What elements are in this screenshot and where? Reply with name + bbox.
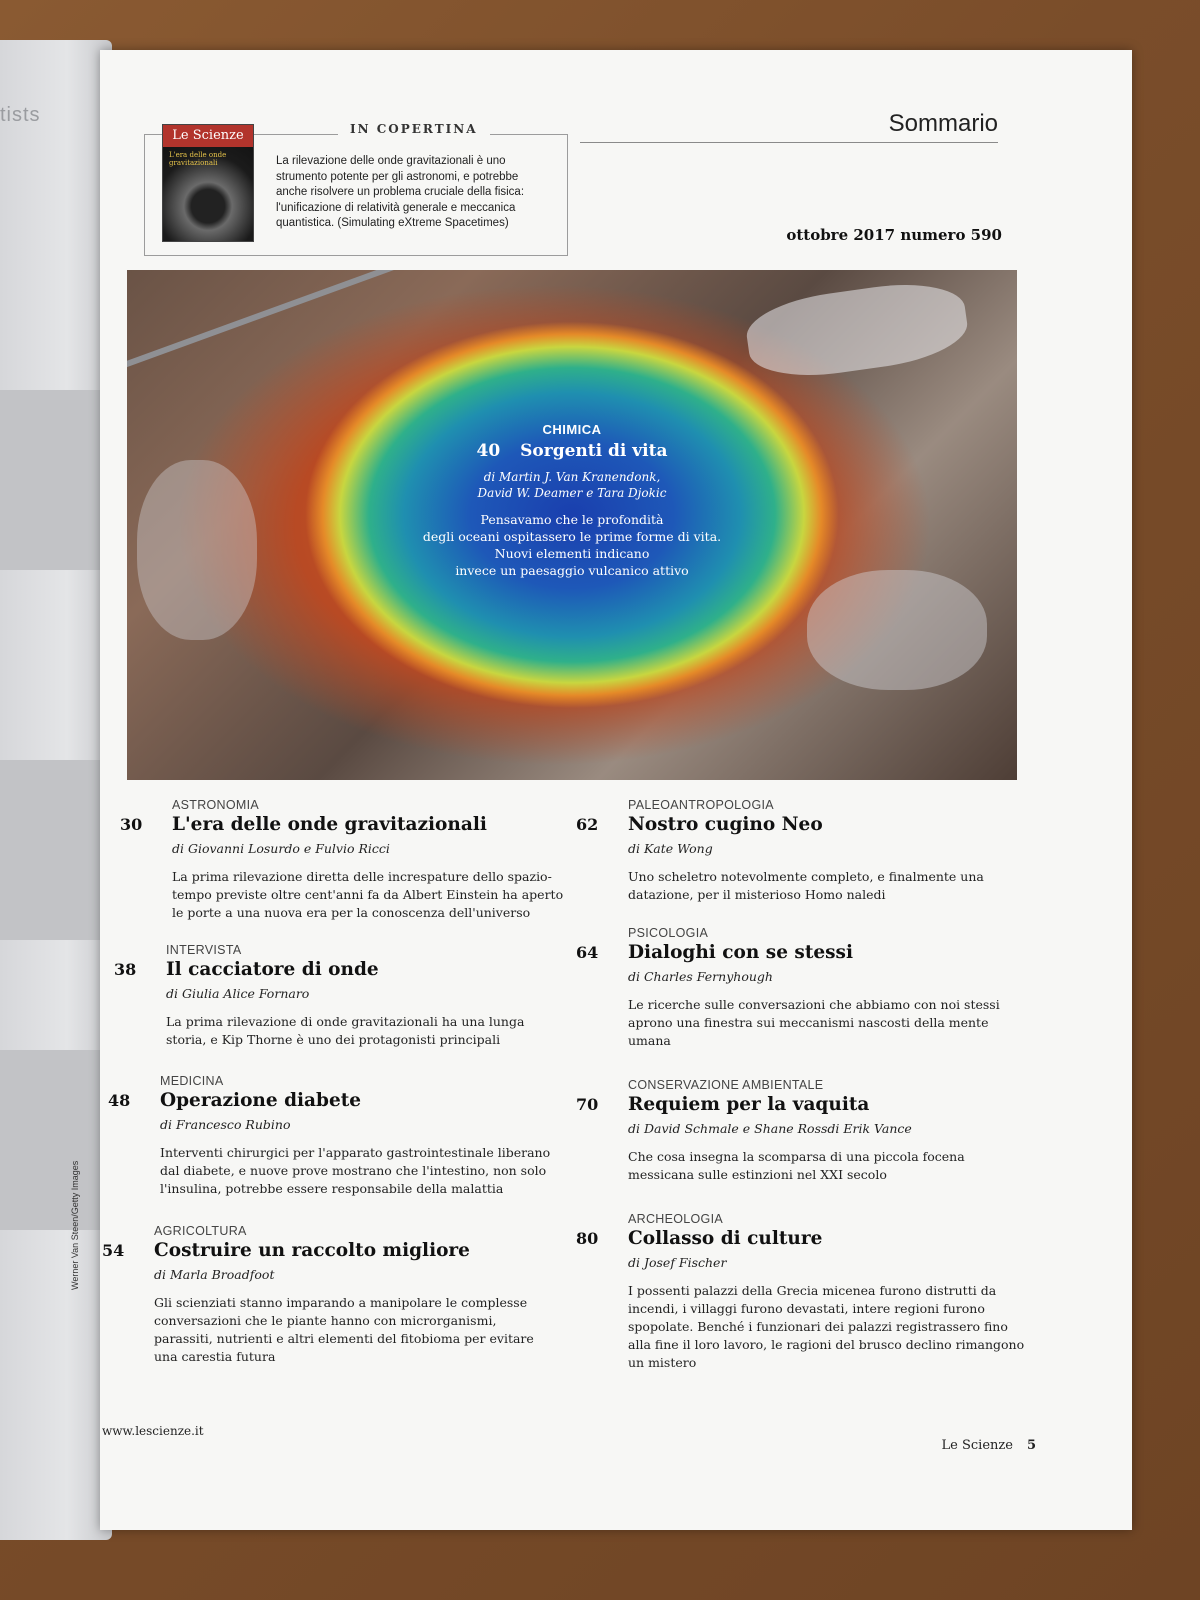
featured-number: 40 bbox=[476, 441, 501, 461]
left-page-edge bbox=[0, 40, 112, 1540]
article-entry[interactable] bbox=[114, 943, 534, 1049]
featured-authors-line: di Martin J. Van Kranendonk, bbox=[483, 470, 661, 484]
article-title: Costruire un raccolto migliore bbox=[154, 1240, 470, 1261]
article-author: di Giovanni Losurdo e Fulvio Ricci bbox=[172, 841, 390, 856]
article-title: L'era delle onde gravitazionali bbox=[172, 814, 487, 835]
article-entry[interactable] bbox=[576, 1212, 1025, 1372]
footer-magazine-name: Le Scienze bbox=[941, 1438, 1013, 1453]
article-entry[interactable] bbox=[108, 1074, 551, 1198]
article-description: Che cosa insegna la scomparsa di una piccola focena messicana sulle estinzioni nel XXI secolo bbox=[628, 1149, 965, 1182]
featured-title-line bbox=[127, 441, 1017, 461]
article-category: PALEOANTROPOLOGIA bbox=[628, 798, 774, 812]
page-footer bbox=[942, 1438, 1036, 1453]
article-page-number: 38 bbox=[114, 960, 137, 979]
featured-description bbox=[127, 511, 1017, 579]
photo-credit: Werner Van Steen/Getty Images bbox=[70, 1160, 80, 1290]
featured-desc-line: Nuovi elementi indicano bbox=[494, 546, 650, 561]
cover-label: IN COPERTINA bbox=[338, 122, 490, 136]
section-title: Sommario bbox=[888, 110, 998, 137]
article-title: Nostro cugino Neo bbox=[628, 814, 823, 835]
cover-description: La rilevazione delle onde gravitazionali è uno strumento potente per gli astronomi, e potrebbe anche risolvere un problema cruciale della fisica: l'unificazione di relatività generale e meccanica quantistica. (Simulating eXtreme Spacetimes) bbox=[276, 155, 525, 229]
article-title: Il cacciatore di onde bbox=[166, 959, 379, 980]
article-description: La prima rilevazione diretta delle increspature dello spazio-tempo previste oltre cent'anni fa da Albert Einstein ha aperto le porte a una nuova era per la conoscenza dell'universo bbox=[172, 869, 564, 920]
hero-photo bbox=[127, 270, 1017, 780]
article-category: PSICOLOGIA bbox=[628, 926, 709, 940]
article-description: La prima rilevazione di onde gravitazionali ha una lunga storia, e Kip Thorne è uno dei protagonisti principali bbox=[166, 1014, 525, 1047]
article-category: AGRICOLTURA bbox=[154, 1224, 247, 1238]
article-page-number: 64 bbox=[576, 943, 599, 962]
article-category: INTERVISTA bbox=[166, 943, 242, 957]
title-rule bbox=[580, 142, 998, 143]
featured-desc-line: Pensavamo che le profondità bbox=[480, 512, 664, 527]
issue-info: ottobre 2017 numero 590 bbox=[786, 226, 1002, 244]
article-author: di David Schmale e Shane Rossdi Erik Vance bbox=[628, 1121, 912, 1136]
page-number: 5 bbox=[1026, 1438, 1036, 1453]
left-page-text: tists bbox=[0, 104, 41, 126]
cover-magazine-name: Le Scienze bbox=[163, 125, 253, 147]
article-author: di Giulia Alice Fornaro bbox=[166, 986, 310, 1001]
featured-authors-line: David W. Deamer e Tara Djokic bbox=[477, 486, 667, 500]
website-url[interactable]: www.lescienze.it bbox=[102, 1424, 204, 1438]
article-title: Requiem per la vaquita bbox=[628, 1094, 870, 1115]
cover-thumbnail bbox=[162, 124, 254, 242]
article-page-number: 80 bbox=[576, 1229, 599, 1248]
featured-article[interactable] bbox=[127, 422, 1017, 579]
article-entry[interactable] bbox=[576, 798, 996, 904]
article-description: Interventi chirurgici per l'apparato gastrointestinale liberano dal diabete, e nuove prove mostrano che l'intestino, non solo l'insulina, potrebbe essere responsabile della malattia bbox=[160, 1145, 551, 1196]
featured-authors bbox=[127, 469, 1017, 501]
article-title: Collasso di culture bbox=[628, 1228, 823, 1249]
featured-category: CHIMICA bbox=[542, 422, 602, 437]
photo-detail bbox=[807, 570, 987, 690]
article-page-number: 70 bbox=[576, 1095, 599, 1114]
article-author: di Francesco Rubino bbox=[160, 1117, 291, 1132]
article-page-number: 62 bbox=[576, 815, 599, 834]
article-title: Operazione diabete bbox=[160, 1090, 362, 1111]
article-description: Le ricerche sulle conversazioni che abbiamo con noi stessi aprono una finestra sui meccanismi nascosti della mente umana bbox=[628, 997, 1000, 1048]
article-category: MEDICINA bbox=[160, 1074, 224, 1088]
featured-desc-line: invece un paesaggio vulcanico attivo bbox=[455, 563, 689, 578]
article-entry[interactable] bbox=[576, 1078, 996, 1184]
article-author: di Marla Broadfoot bbox=[154, 1267, 275, 1282]
left-page-band bbox=[0, 390, 100, 570]
photo-detail bbox=[127, 270, 418, 371]
article-description: Gli scienziati stanno imparando a manipolare le complesse conversazioni che le piante hanno con microrganismi, parassiti, nutrienti e altri elementi del fitobioma per evitare una carestia futura bbox=[154, 1295, 534, 1364]
article-author: di Kate Wong bbox=[628, 841, 713, 856]
photo-detail bbox=[743, 275, 972, 385]
article-category: CONSERVAZIONE AMBIENTALE bbox=[628, 1078, 824, 1092]
article-description: Uno scheletro notevolmente completo, e finalmente una datazione, per il misterioso Homo naledi bbox=[628, 869, 984, 902]
article-author: di Josef Fischer bbox=[628, 1255, 727, 1270]
left-page-band bbox=[0, 1050, 100, 1230]
article-page-number: 48 bbox=[108, 1091, 131, 1110]
left-page-band bbox=[0, 760, 100, 940]
article-author: di Charles Fernyhough bbox=[628, 969, 773, 984]
article-category: ARCHEOLOGIA bbox=[628, 1212, 723, 1226]
featured-desc-line: degli oceani ospitassero le prime forme di vita. bbox=[422, 529, 722, 544]
magazine-page bbox=[70, 50, 1132, 1530]
cover-headline: L'era delle onde gravitazionali bbox=[169, 151, 227, 167]
article-entry[interactable] bbox=[576, 926, 1000, 1050]
article-page-number: 30 bbox=[120, 815, 143, 834]
article-entry[interactable] bbox=[120, 798, 564, 922]
article-category: ASTRONOMIA bbox=[172, 798, 260, 812]
featured-title: Sorgenti di vita bbox=[520, 441, 668, 461]
article-description: I possenti palazzi della Grecia micenea furono distrutti da incendi, i villaggi furono devastati, intere regioni furono spopolate. Benché i funzionari dei palazzi registrassero fino alla fine il loro lavoro, le ragioni del brusco declino rimangono un mistero bbox=[628, 1283, 1025, 1370]
article-page-number: 54 bbox=[102, 1241, 125, 1260]
article-entry[interactable] bbox=[102, 1224, 534, 1366]
article-title: Dialoghi con se stessi bbox=[628, 942, 853, 963]
